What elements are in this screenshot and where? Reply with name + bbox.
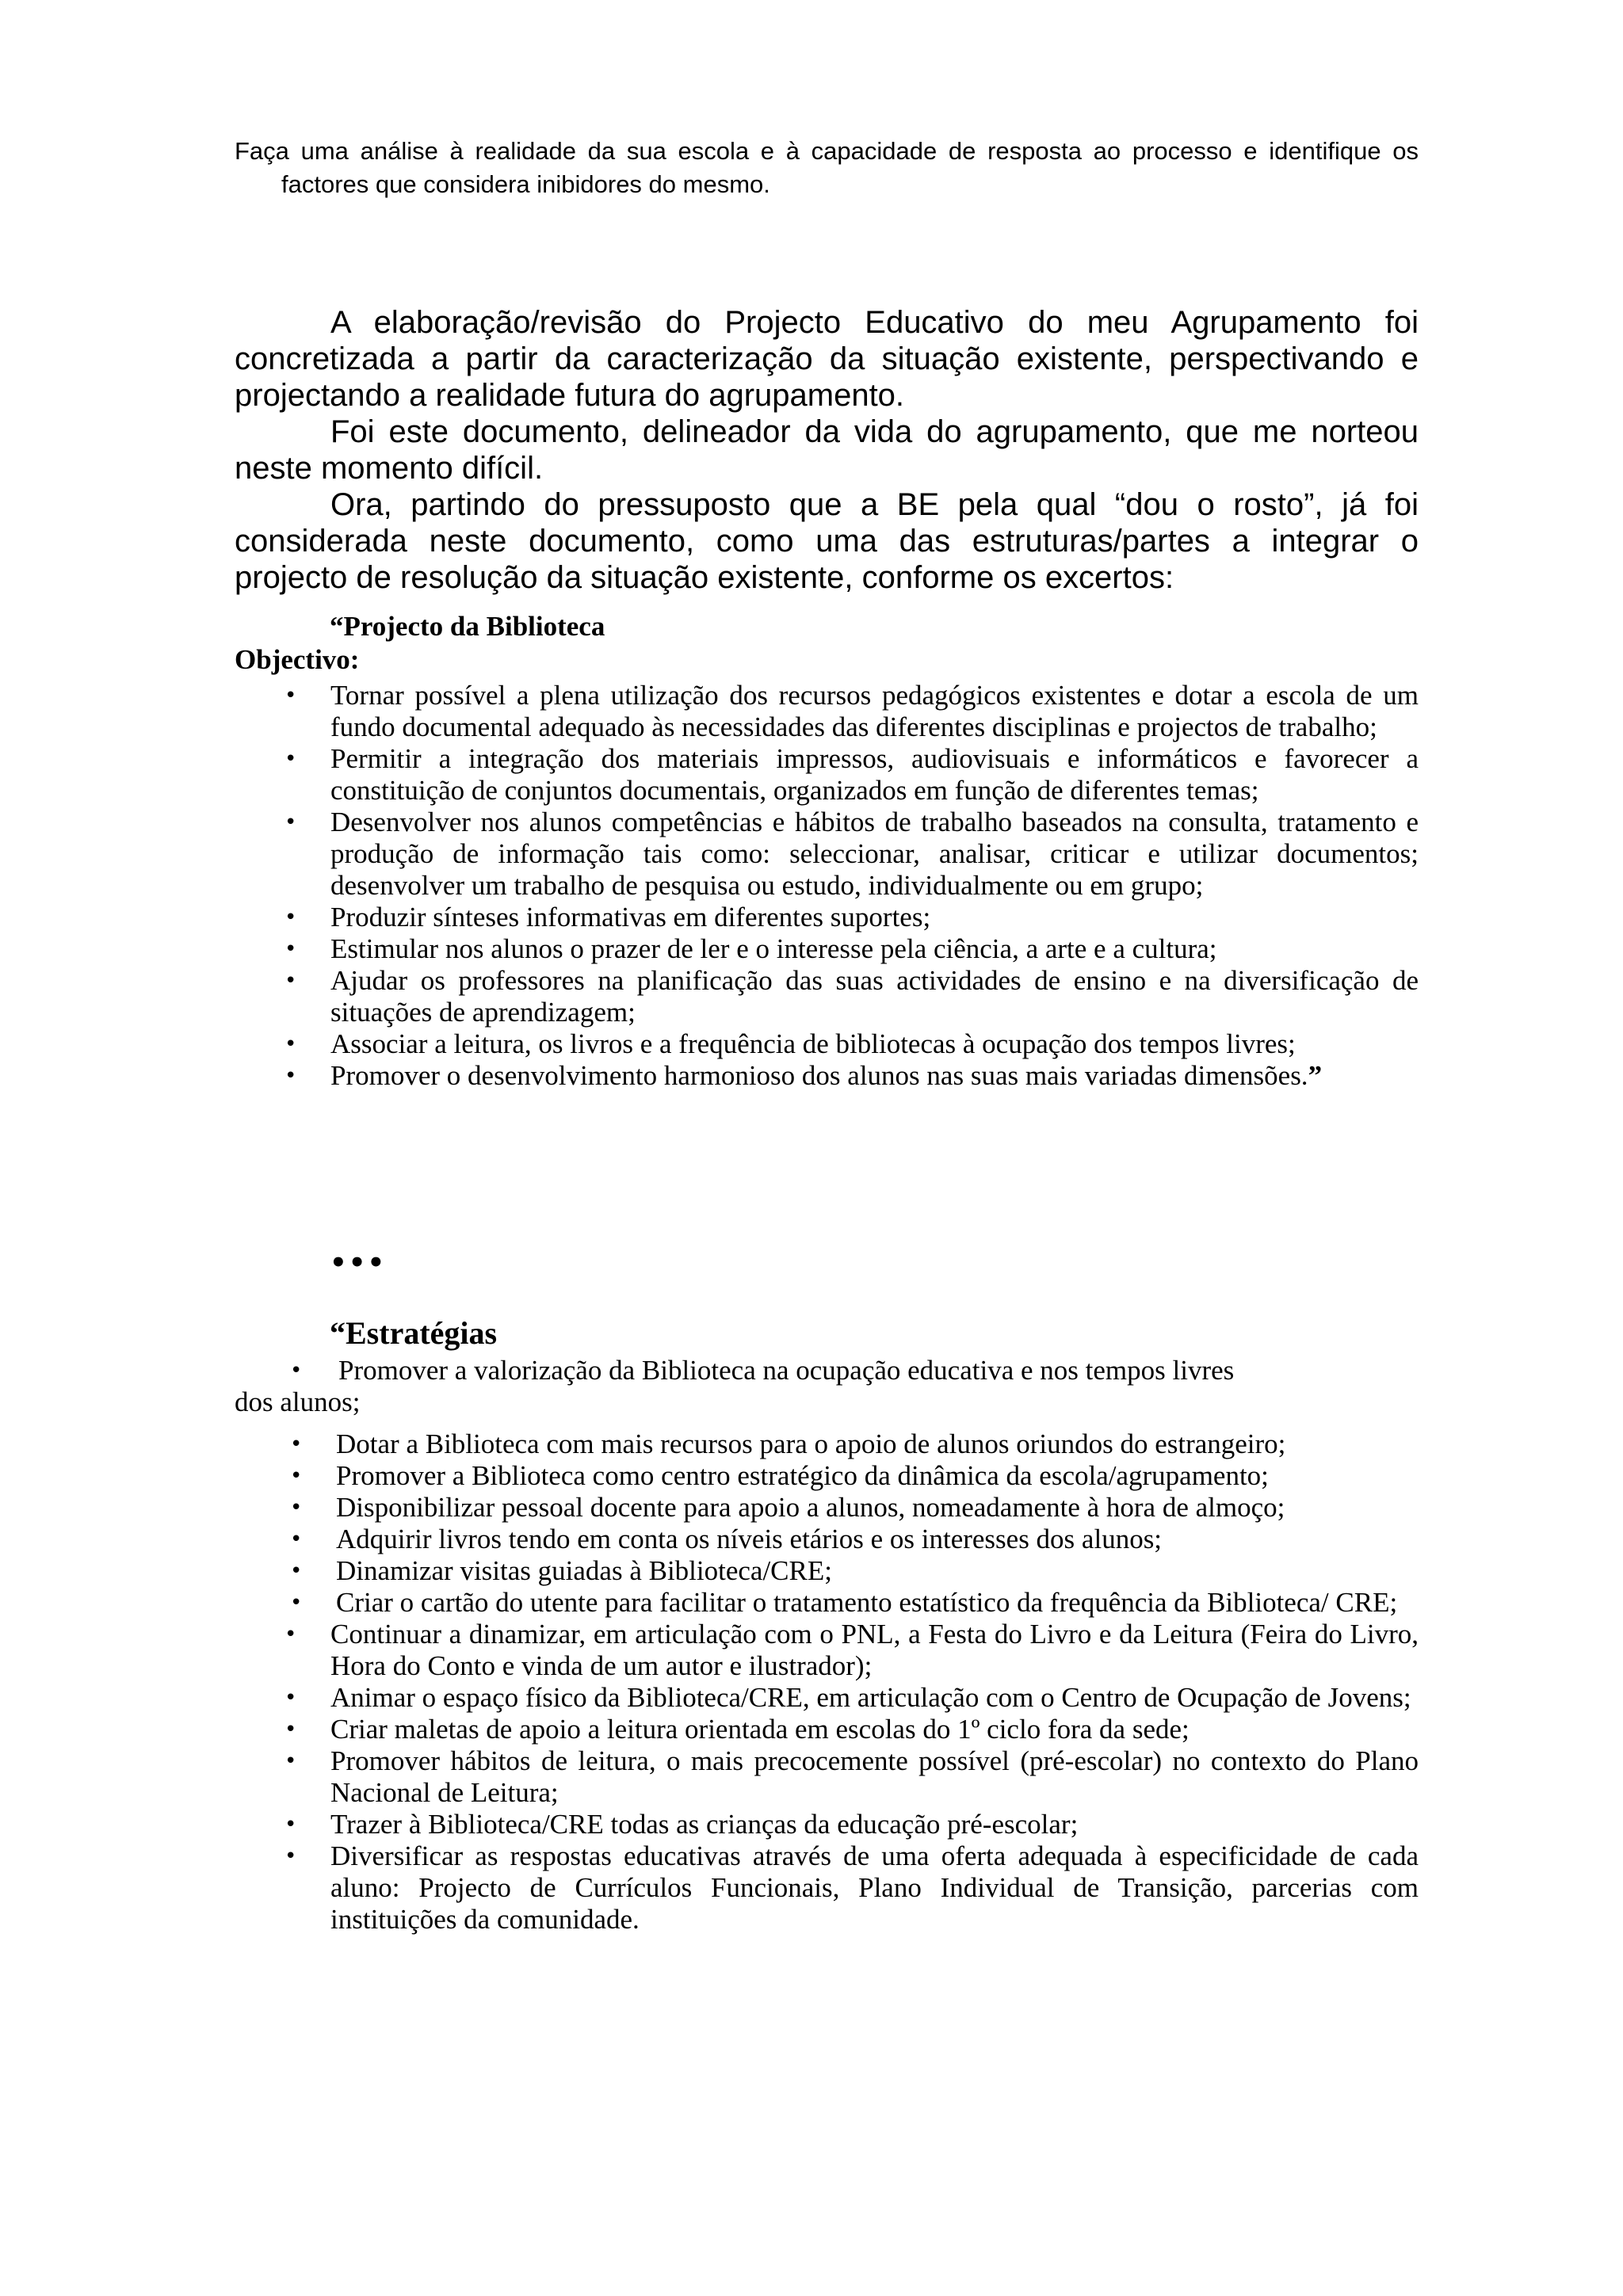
list-item [235,1428,1419,1460]
list-item [235,1028,1419,1060]
list-item [235,807,1419,902]
objectives-list [235,680,1419,1092]
list-item [235,902,1419,933]
list-item [235,1060,1419,1092]
bullet-icon: • [285,1813,297,1836]
bullet-icon: • [285,810,297,834]
list-item-continuation: dos alunos; [235,1386,361,1417]
list-item-text: Associar a leitura, os livros e a frequência de bibliotecas à ocupação dos tempos livres; [330,1028,1296,1059]
strategies-first-item [235,1355,1419,1418]
list-item-text: Disponibilizar pessoal docente para apoio a alunos, nomeadamente à hora de almoço; [336,1492,1285,1523]
answer-body [235,304,1419,596]
list-item-text: Estimular nos alunos o prazer de ler e o interesse pela ciência, a arte e a cultura; [330,933,1217,964]
list-item-text: Promover o desenvolvimento harmonioso dos alunos nas suas mais variadas dimensões. [330,1060,1308,1091]
list-item [235,1714,1419,1745]
list-item [235,1745,1419,1809]
list-item [235,965,1419,1028]
bullet-icon: • [290,1359,303,1383]
strategies-list [235,1428,1419,1936]
bullet-icon: • [285,906,297,929]
bullet-icon: • [285,1032,297,1056]
list-item [235,680,1419,743]
list-item-text: Promover a valorização da Biblioteca na ocupação educativa e nos tempos livres [338,1355,1235,1386]
list-item [235,743,1419,807]
list-item-text: Dinamizar visitas guiadas à Biblioteca/CRE; [336,1555,832,1586]
list-item-text: Ajudar os professores na planificação das suas actividades de ensino e na diversificação de situações de aprendizagem; [330,965,1419,1028]
bullet-icon: • [290,1432,303,1456]
list-item-text: Tornar possível a plena utilização dos recursos pedagógicos existentes e dotar a escola de um fundo documental adequado às necessidades das diferentes disciplinas e projectos de trabalho; [330,680,1419,742]
list-item [235,1619,1419,1682]
bullet-icon: • [285,969,297,993]
bullet-icon: • [285,1623,297,1646]
bullet-icon: • [285,1749,297,1773]
list-item [235,1587,1419,1619]
bullet-icon: • [290,1591,303,1615]
bullet-icon: • [285,937,297,961]
list-item-text: Criar o cartão do utente para facilitar o tratamento estatístico da frequência da Biblioteca/ CRE; [336,1587,1398,1618]
list-item-text: Animar o espaço físico da Biblioteca/CRE, em articulação com o Centro de Ocupação de Jovens; [330,1682,1411,1713]
list-item-text: Promover hábitos de leitura, o mais precocemente possível (pré-escolar) no contexto do Plano Nacional de Leitura; [330,1745,1419,1808]
list-item [235,1524,1419,1555]
list-item-text: Continuar a dinamizar, em articulação com o PNL, a Festa do Livro e da Leitura (Feira do Livro, Hora do Conto e vinda de um autor e ilustrador); [330,1619,1419,1681]
closing-quote: ” [1308,1060,1323,1091]
bullet-icon: • [285,1844,297,1868]
list-item-text: Desenvolver nos alunos competências e hábitos de trabalho baseados na consulta, tratamento e produção de informação tais como: seleccionar, analisar, criticar e utilizar documentos; desenvolver um trabalho de pesquisa ou estudo, individualmente ou em grupo; [330,807,1419,901]
bullet-icon: • [290,1527,303,1551]
list-item [235,1460,1419,1492]
bullet-icon: • [290,1559,303,1583]
bullet-icon: • [285,747,297,771]
list-item [235,1355,1419,1386]
list-item-text: Trazer à Biblioteca/CRE todas as crianças da educação pré-escolar; [330,1809,1079,1840]
list-item [235,933,1419,965]
bullet-icon: • [285,1686,297,1710]
list-item-text: Promover a Biblioteca como centro estratégico da dinâmica da escola/agrupamento; [336,1460,1269,1491]
list-item-text: Criar maletas de apoio a leitura orientada em escolas do 1º ciclo fora da sede; [330,1714,1190,1745]
bullet-icon: • [285,684,297,707]
bullet-icon: • [290,1464,303,1488]
list-item [235,1555,1419,1587]
bullet-icon: • [290,1496,303,1520]
list-item-text: Adquirir livros tendo em conta os níveis etários e os interesses dos alunos; [336,1524,1163,1554]
answer-paragraph: Foi este documento, delineador da vida do agrupamento, que me norteou neste momento difícil. [235,414,1419,486]
bullet-icon: • [285,1718,297,1741]
list-item-text: Dotar a Biblioteca com mais recursos para o apoio de alunos oriundos do estrangeiro; [336,1428,1286,1459]
library-project-heading: “Projecto da Biblioteca [330,611,605,642]
objective-label: Objectivo: [235,644,360,675]
strategies-heading: “Estratégias [330,1315,498,1351]
list-item [235,1809,1419,1840]
answer-paragraph: Ora, partindo do pressuposto que a BE pela qual “dou o rosto”, já foi considerada neste documento, como uma das estruturas/partes a integrar o projecto de resolução da situação existente, conforme os excertos: [235,487,1419,595]
list-item [235,1682,1419,1714]
ellipsis-separator: ••• [330,1247,387,1279]
list-item-text: Produzir sínteses informativas em diferentes suportes; [330,902,931,933]
question-text: Faça uma análise à realidade da sua escola e à capacidade de resposta ao processo e identifique os factores que considera inibidores do mesmo. [235,137,1419,198]
list-item [235,1492,1419,1524]
list-item [235,1840,1419,1936]
answer-paragraph: A elaboração/revisão do Projecto Educativo do meu Agrupamento foi concretizada a partir da caracterização da situação existente, perspectivando e projectando a realidade futura do agrupamento. [235,305,1419,413]
list-item-text: Permitir a integração dos materiais impressos, audiovisuais e informáticos e favorecer a constituição de conjuntos documentais, organizados em função de diferentes temas; [330,743,1419,806]
list-item-text: Diversificar as respostas educativas através de uma oferta adequada à especificidade de cada aluno: Projecto de Currículos Funcionais, Plano Individual de Transição, parcerias com instituições da comunidade. [330,1840,1419,1935]
bullet-icon: • [285,1064,297,1088]
